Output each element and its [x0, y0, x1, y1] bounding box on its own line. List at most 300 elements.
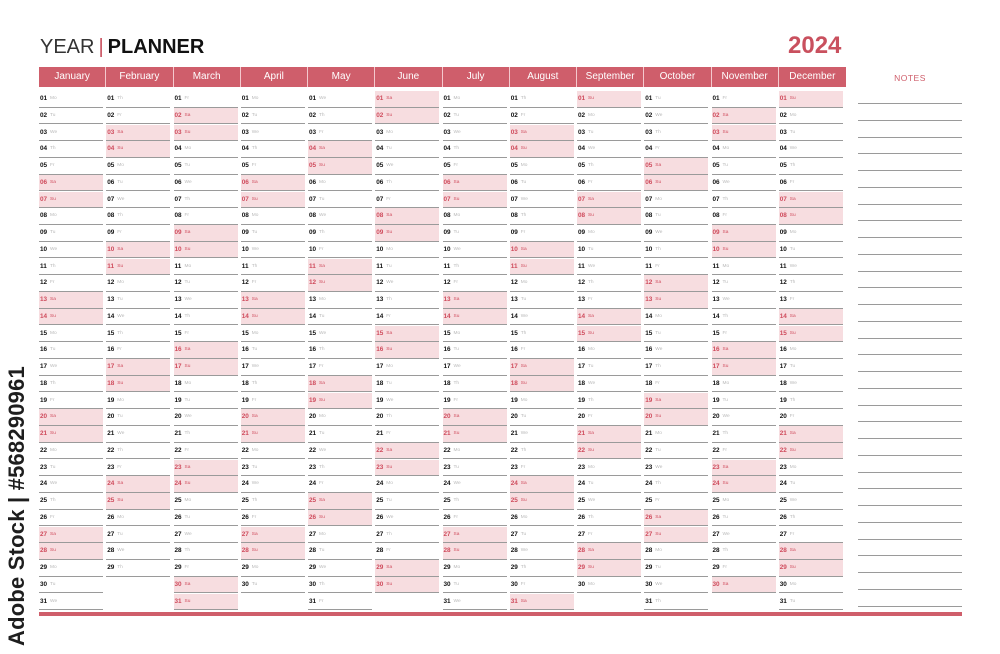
day-cell[interactable]: [712, 175, 776, 192]
day-cell[interactable]: [443, 108, 507, 125]
day-cell[interactable]: [39, 560, 103, 577]
day-cell[interactable]: [241, 426, 305, 443]
day-cell[interactable]: [712, 208, 776, 225]
day-cell[interactable]: [779, 443, 843, 460]
day-cell[interactable]: [712, 292, 776, 309]
day-cell[interactable]: [106, 493, 170, 510]
day-cell[interactable]: [106, 259, 170, 276]
day-cell[interactable]: [39, 125, 103, 142]
day-cell[interactable]: [308, 91, 372, 108]
day-cell[interactable]: [644, 326, 708, 343]
day-cell[interactable]: [510, 460, 574, 477]
day-cell[interactable]: [577, 560, 641, 577]
day-cell[interactable]: [241, 192, 305, 209]
day-cell[interactable]: [106, 342, 170, 359]
day-cell[interactable]: [443, 476, 507, 493]
day-cell[interactable]: [712, 309, 776, 326]
day-cell[interactable]: [644, 393, 708, 410]
day-cell[interactable]: [174, 175, 238, 192]
day-cell[interactable]: [39, 409, 103, 426]
day-cell[interactable]: [577, 242, 641, 259]
day-cell[interactable]: [174, 292, 238, 309]
day-cell[interactable]: [308, 192, 372, 209]
day-cell[interactable]: [712, 275, 776, 292]
day-cell[interactable]: [241, 476, 305, 493]
day-cell[interactable]: [644, 259, 708, 276]
day-cell[interactable]: [779, 342, 843, 359]
day-cell[interactable]: [644, 175, 708, 192]
day-cell[interactable]: [712, 426, 776, 443]
day-cell[interactable]: [443, 460, 507, 477]
day-cell[interactable]: [375, 125, 439, 142]
day-cell[interactable]: [375, 91, 439, 108]
day-cell[interactable]: [712, 409, 776, 426]
day-cell[interactable]: [174, 476, 238, 493]
day-cell[interactable]: [712, 91, 776, 108]
day-cell[interactable]: [510, 192, 574, 209]
note-line[interactable]: [858, 321, 962, 322]
day-cell[interactable]: [308, 208, 372, 225]
day-cell[interactable]: [443, 192, 507, 209]
day-cell[interactable]: [644, 342, 708, 359]
day-cell[interactable]: [779, 192, 843, 209]
day-cell[interactable]: [308, 409, 372, 426]
day-cell[interactable]: [510, 91, 574, 108]
day-cell[interactable]: [712, 108, 776, 125]
day-cell[interactable]: [712, 543, 776, 560]
day-cell[interactable]: [510, 560, 574, 577]
day-cell[interactable]: [39, 510, 103, 527]
day-cell[interactable]: [106, 426, 170, 443]
note-line[interactable]: [858, 522, 962, 523]
day-cell[interactable]: [779, 326, 843, 343]
day-cell[interactable]: [577, 543, 641, 560]
day-cell[interactable]: [174, 409, 238, 426]
day-cell[interactable]: [106, 527, 170, 544]
day-cell[interactable]: [510, 493, 574, 510]
day-cell[interactable]: [644, 108, 708, 125]
day-cell[interactable]: [241, 543, 305, 560]
day-cell[interactable]: [174, 158, 238, 175]
day-cell[interactable]: [577, 141, 641, 158]
day-cell[interactable]: [577, 225, 641, 242]
day-cell[interactable]: [779, 510, 843, 527]
day-cell[interactable]: [510, 426, 574, 443]
day-cell[interactable]: [779, 409, 843, 426]
day-cell[interactable]: [577, 577, 641, 594]
day-cell[interactable]: [241, 359, 305, 376]
day-cell[interactable]: [106, 476, 170, 493]
day-cell[interactable]: [779, 158, 843, 175]
day-cell[interactable]: [443, 577, 507, 594]
day-cell[interactable]: [39, 259, 103, 276]
day-cell[interactable]: [577, 359, 641, 376]
day-cell[interactable]: [375, 225, 439, 242]
note-line[interactable]: [858, 137, 962, 138]
day-cell[interactable]: [577, 158, 641, 175]
day-cell[interactable]: [308, 493, 372, 510]
day-cell[interactable]: [241, 527, 305, 544]
day-cell[interactable]: [241, 460, 305, 477]
day-cell[interactable]: [443, 359, 507, 376]
day-cell[interactable]: [106, 510, 170, 527]
day-cell[interactable]: [779, 376, 843, 393]
day-cell[interactable]: [779, 259, 843, 276]
day-cell[interactable]: [174, 510, 238, 527]
day-cell[interactable]: [174, 309, 238, 326]
day-cell[interactable]: [308, 125, 372, 142]
day-cell[interactable]: [510, 225, 574, 242]
day-cell[interactable]: [577, 460, 641, 477]
day-cell[interactable]: [39, 225, 103, 242]
day-cell[interactable]: [779, 359, 843, 376]
day-cell[interactable]: [443, 158, 507, 175]
note-line[interactable]: [858, 606, 962, 607]
day-cell[interactable]: [779, 208, 843, 225]
day-cell[interactable]: [174, 527, 238, 544]
note-line[interactable]: [858, 589, 962, 590]
day-cell[interactable]: [712, 158, 776, 175]
day-cell[interactable]: [308, 275, 372, 292]
day-cell[interactable]: [106, 393, 170, 410]
day-cell[interactable]: [39, 275, 103, 292]
day-cell[interactable]: [241, 577, 305, 594]
day-cell[interactable]: [375, 560, 439, 577]
day-cell[interactable]: [375, 175, 439, 192]
day-cell[interactable]: [510, 409, 574, 426]
day-cell[interactable]: [712, 192, 776, 209]
note-line[interactable]: [858, 539, 962, 540]
note-line[interactable]: [858, 472, 962, 473]
day-cell[interactable]: [308, 510, 372, 527]
day-cell[interactable]: [241, 560, 305, 577]
day-cell[interactable]: [510, 125, 574, 142]
day-cell[interactable]: [308, 175, 372, 192]
day-cell[interactable]: [577, 192, 641, 209]
day-cell[interactable]: [106, 208, 170, 225]
day-cell[interactable]: [779, 309, 843, 326]
day-cell[interactable]: [241, 225, 305, 242]
day-cell[interactable]: [644, 91, 708, 108]
day-cell[interactable]: [174, 108, 238, 125]
day-cell[interactable]: [308, 560, 372, 577]
day-cell[interactable]: [712, 326, 776, 343]
day-cell[interactable]: [577, 326, 641, 343]
day-cell[interactable]: [510, 275, 574, 292]
day-cell[interactable]: [174, 326, 238, 343]
day-cell[interactable]: [106, 326, 170, 343]
day-cell[interactable]: [510, 141, 574, 158]
day-cell[interactable]: [443, 493, 507, 510]
day-cell[interactable]: [39, 527, 103, 544]
day-cell[interactable]: [241, 259, 305, 276]
day-cell[interactable]: [644, 125, 708, 142]
day-cell[interactable]: [644, 560, 708, 577]
day-cell[interactable]: [106, 292, 170, 309]
day-cell[interactable]: [39, 543, 103, 560]
day-cell[interactable]: [375, 158, 439, 175]
day-cell[interactable]: [174, 342, 238, 359]
day-cell[interactable]: [308, 158, 372, 175]
day-cell[interactable]: [510, 543, 574, 560]
day-cell[interactable]: [644, 426, 708, 443]
day-cell[interactable]: [106, 242, 170, 259]
day-cell[interactable]: [779, 460, 843, 477]
day-cell[interactable]: [308, 108, 372, 125]
day-cell[interactable]: [577, 175, 641, 192]
note-line[interactable]: [858, 103, 962, 104]
day-cell[interactable]: [443, 275, 507, 292]
day-cell[interactable]: [308, 393, 372, 410]
day-cell[interactable]: [443, 543, 507, 560]
note-line[interactable]: [858, 405, 962, 406]
day-cell[interactable]: [577, 443, 641, 460]
note-line[interactable]: [858, 421, 962, 422]
day-cell[interactable]: [106, 443, 170, 460]
day-cell[interactable]: [174, 594, 238, 611]
day-cell[interactable]: [375, 577, 439, 594]
day-cell[interactable]: [39, 476, 103, 493]
day-cell[interactable]: [644, 309, 708, 326]
day-cell[interactable]: [174, 560, 238, 577]
day-cell[interactable]: [241, 393, 305, 410]
day-cell[interactable]: [106, 309, 170, 326]
day-cell[interactable]: [712, 493, 776, 510]
day-cell[interactable]: [308, 476, 372, 493]
day-cell[interactable]: [712, 259, 776, 276]
note-line[interactable]: [858, 254, 962, 255]
day-cell[interactable]: [174, 393, 238, 410]
day-cell[interactable]: [510, 208, 574, 225]
day-cell[interactable]: [375, 376, 439, 393]
day-cell[interactable]: [510, 158, 574, 175]
day-cell[interactable]: [375, 292, 439, 309]
day-cell[interactable]: [39, 108, 103, 125]
note-line[interactable]: [858, 170, 962, 171]
day-cell[interactable]: [241, 91, 305, 108]
day-cell[interactable]: [39, 175, 103, 192]
day-cell[interactable]: [39, 141, 103, 158]
note-line[interactable]: [858, 371, 962, 372]
day-cell[interactable]: [443, 91, 507, 108]
note-line[interactable]: [858, 338, 962, 339]
note-line[interactable]: [858, 220, 962, 221]
day-cell[interactable]: [443, 393, 507, 410]
day-cell[interactable]: [779, 242, 843, 259]
day-cell[interactable]: [577, 510, 641, 527]
day-cell[interactable]: [39, 342, 103, 359]
note-line[interactable]: [858, 488, 962, 489]
day-cell[interactable]: [712, 141, 776, 158]
day-cell[interactable]: [510, 292, 574, 309]
day-cell[interactable]: [577, 208, 641, 225]
day-cell[interactable]: [308, 225, 372, 242]
day-cell[interactable]: [308, 292, 372, 309]
day-cell[interactable]: [644, 275, 708, 292]
day-cell[interactable]: [174, 493, 238, 510]
note-line[interactable]: [858, 153, 962, 154]
day-cell[interactable]: [644, 141, 708, 158]
day-cell[interactable]: [39, 460, 103, 477]
day-cell[interactable]: [174, 225, 238, 242]
day-cell[interactable]: [39, 577, 103, 594]
day-cell[interactable]: [779, 493, 843, 510]
day-cell[interactable]: [577, 476, 641, 493]
day-cell[interactable]: [510, 342, 574, 359]
day-cell[interactable]: [241, 175, 305, 192]
day-cell[interactable]: [644, 594, 708, 611]
day-cell[interactable]: [174, 208, 238, 225]
day-cell[interactable]: [241, 309, 305, 326]
day-cell[interactable]: [644, 476, 708, 493]
day-cell[interactable]: [510, 259, 574, 276]
day-cell[interactable]: [174, 577, 238, 594]
day-cell[interactable]: [577, 342, 641, 359]
note-line[interactable]: [858, 187, 962, 188]
day-cell[interactable]: [39, 292, 103, 309]
day-cell[interactable]: [779, 393, 843, 410]
day-cell[interactable]: [241, 510, 305, 527]
day-cell[interactable]: [174, 242, 238, 259]
day-cell[interactable]: [577, 91, 641, 108]
day-cell[interactable]: [577, 125, 641, 142]
day-cell[interactable]: [308, 577, 372, 594]
day-cell[interactable]: [241, 158, 305, 175]
note-line[interactable]: [858, 505, 962, 506]
day-cell[interactable]: [644, 510, 708, 527]
day-cell[interactable]: [510, 175, 574, 192]
day-cell[interactable]: [375, 326, 439, 343]
day-cell[interactable]: [375, 476, 439, 493]
day-cell[interactable]: [375, 192, 439, 209]
day-cell[interactable]: [241, 326, 305, 343]
day-cell[interactable]: [644, 225, 708, 242]
day-cell[interactable]: [510, 309, 574, 326]
day-cell[interactable]: [375, 393, 439, 410]
day-cell[interactable]: [106, 175, 170, 192]
day-cell[interactable]: [39, 376, 103, 393]
note-line[interactable]: [858, 204, 962, 205]
day-cell[interactable]: [375, 141, 439, 158]
day-cell[interactable]: [712, 527, 776, 544]
day-cell[interactable]: [308, 527, 372, 544]
day-cell[interactable]: [241, 342, 305, 359]
day-cell[interactable]: [106, 141, 170, 158]
day-cell[interactable]: [510, 476, 574, 493]
day-cell[interactable]: [779, 543, 843, 560]
day-cell[interactable]: [779, 225, 843, 242]
day-cell[interactable]: [779, 594, 843, 611]
day-cell[interactable]: [308, 259, 372, 276]
day-cell[interactable]: [106, 108, 170, 125]
day-cell[interactable]: [779, 275, 843, 292]
day-cell[interactable]: [779, 527, 843, 544]
day-cell[interactable]: [577, 292, 641, 309]
day-cell[interactable]: [308, 141, 372, 158]
note-line[interactable]: [858, 438, 962, 439]
day-cell[interactable]: [779, 292, 843, 309]
day-cell[interactable]: [712, 342, 776, 359]
day-cell[interactable]: [106, 376, 170, 393]
day-cell[interactable]: [443, 292, 507, 309]
day-cell[interactable]: [443, 141, 507, 158]
day-cell[interactable]: [443, 426, 507, 443]
day-cell[interactable]: [443, 443, 507, 460]
day-cell[interactable]: [174, 141, 238, 158]
day-cell[interactable]: [443, 125, 507, 142]
note-line[interactable]: [858, 388, 962, 389]
day-cell[interactable]: [443, 527, 507, 544]
day-cell[interactable]: [779, 426, 843, 443]
day-cell[interactable]: [644, 460, 708, 477]
day-cell[interactable]: [174, 91, 238, 108]
day-cell[interactable]: [443, 175, 507, 192]
day-cell[interactable]: [39, 309, 103, 326]
day-cell[interactable]: [39, 242, 103, 259]
day-cell[interactable]: [241, 125, 305, 142]
day-cell[interactable]: [443, 409, 507, 426]
note-line[interactable]: [858, 455, 962, 456]
day-cell[interactable]: [39, 192, 103, 209]
day-cell[interactable]: [510, 242, 574, 259]
day-cell[interactable]: [443, 342, 507, 359]
day-cell[interactable]: [712, 460, 776, 477]
day-cell[interactable]: [106, 543, 170, 560]
day-cell[interactable]: [241, 409, 305, 426]
day-cell[interactable]: [375, 208, 439, 225]
day-cell[interactable]: [443, 309, 507, 326]
day-cell[interactable]: [443, 594, 507, 611]
day-cell[interactable]: [779, 125, 843, 142]
day-cell[interactable]: [577, 275, 641, 292]
day-cell[interactable]: [375, 426, 439, 443]
day-cell[interactable]: [375, 543, 439, 560]
day-cell[interactable]: [174, 259, 238, 276]
day-cell[interactable]: [174, 443, 238, 460]
day-cell[interactable]: [375, 409, 439, 426]
day-cell[interactable]: [443, 510, 507, 527]
day-cell[interactable]: [510, 376, 574, 393]
day-cell[interactable]: [375, 493, 439, 510]
day-cell[interactable]: [308, 359, 372, 376]
day-cell[interactable]: [644, 527, 708, 544]
day-cell[interactable]: [241, 493, 305, 510]
day-cell[interactable]: [241, 242, 305, 259]
day-cell[interactable]: [443, 376, 507, 393]
day-cell[interactable]: [712, 359, 776, 376]
note-line[interactable]: [858, 271, 962, 272]
day-cell[interactable]: [106, 275, 170, 292]
day-cell[interactable]: [375, 460, 439, 477]
day-cell[interactable]: [174, 426, 238, 443]
day-cell[interactable]: [174, 359, 238, 376]
day-cell[interactable]: [644, 443, 708, 460]
day-cell[interactable]: [308, 326, 372, 343]
day-cell[interactable]: [644, 409, 708, 426]
day-cell[interactable]: [577, 493, 641, 510]
note-line[interactable]: [858, 555, 962, 556]
day-cell[interactable]: [308, 460, 372, 477]
day-cell[interactable]: [443, 208, 507, 225]
day-cell[interactable]: [241, 292, 305, 309]
day-cell[interactable]: [241, 108, 305, 125]
day-cell[interactable]: [106, 125, 170, 142]
day-cell[interactable]: [375, 309, 439, 326]
day-cell[interactable]: [39, 493, 103, 510]
day-cell[interactable]: [375, 275, 439, 292]
day-cell[interactable]: [577, 259, 641, 276]
day-cell[interactable]: [308, 426, 372, 443]
